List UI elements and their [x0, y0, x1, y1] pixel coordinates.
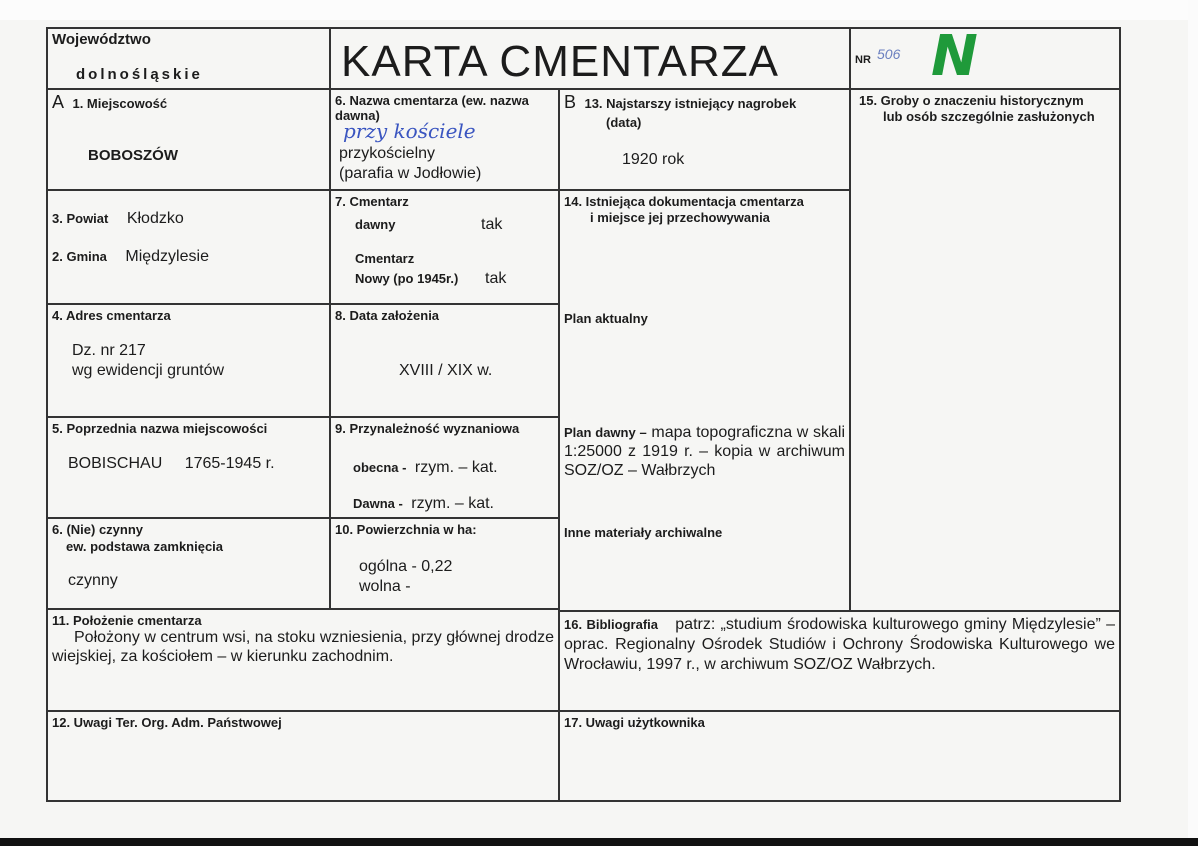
plan-dawny-label: Plan dawny – [564, 425, 647, 440]
plan-dawny-text [564, 423, 845, 480]
cmentarz2-label: Cmentarz [355, 251, 415, 266]
groby-label: 15. Groby o znaczeniu historycznym [859, 93, 1084, 108]
poprzednia-value: BOBISCHAU [68, 455, 163, 472]
przynaleznosc-label: 9. Przynależność wyznaniowa [335, 421, 520, 436]
page-title: KARTA CMENTARZA [341, 37, 779, 86]
dawna-value: rzym. – kat. [411, 495, 494, 512]
powiat-value: Kłodzko [126, 210, 184, 227]
green-mark: N [931, 27, 978, 89]
cmentarz-type-cell [329, 189, 560, 305]
ogolna-value: ogólna - 0,22 [359, 558, 453, 575]
nagrobek-data-label: (data) [606, 115, 642, 130]
paper-top-edge [0, 0, 1198, 20]
adres-line2: wg ewidencji gruntów [72, 362, 225, 379]
gmina-label: 2. Gmina [52, 249, 107, 264]
miejscowosc-cell [46, 88, 331, 191]
plan-dawny-value: mapa topograficzna w skali 1:25000 z 1919 r. – kopia w archiwum SOZ/OZ – Wałbrzych [564, 424, 846, 479]
czynny-label: 6. (Nie) czynny [52, 522, 144, 537]
dawna-label: Dawna - [353, 496, 403, 511]
dokumentacja-label: 14. Istniejąca dokumentacja cmentarza [564, 194, 804, 209]
nagrobek-label: 13. Najstarszy istniejący nagrobek [584, 96, 797, 111]
powierzchnia-cell [329, 517, 560, 610]
przynaleznosc-cell [329, 416, 560, 519]
nazwa-cmentarza-cell [329, 88, 560, 191]
dawny-label: dawny [355, 217, 396, 232]
adres-cell [46, 303, 331, 418]
polozenie-cell [46, 608, 560, 712]
nagrobek-value: 1920 rok [622, 151, 685, 168]
paper-right-edge [1188, 0, 1198, 846]
dokumentacja-label-2: i miejsce jej przechowywania [590, 210, 770, 225]
obecna-value: rzym. – kat. [414, 459, 498, 476]
title-cell [329, 27, 851, 90]
data-label: 8. Data założenia [335, 308, 440, 323]
uwagi-ter-label: 12. Uwagi Ter. Org. Adm. Państwowej [52, 715, 282, 730]
gmina-value: Międzylesie [125, 248, 209, 265]
nr-label: NR [855, 54, 871, 66]
plan-aktualny-label: Plan aktualny [564, 311, 648, 326]
polozenie-label: 11. Położenie cmentarza [52, 613, 202, 628]
section-a-letter: A [52, 92, 65, 112]
poprzednia-cell [46, 416, 331, 519]
nazwa-value: przykościelny [339, 145, 436, 162]
nazwa-handwritten: przy kościele [343, 119, 476, 143]
miejscowosc-label: 1. Miejscowość [72, 96, 168, 111]
poprzednia-label: 5. Poprzednia nazwa miejscowości [52, 421, 268, 436]
wojewodztwo-label: Województwo [52, 31, 151, 48]
poprzednia-years: 1765-1945 r. [184, 455, 275, 472]
scan-bottom-edge [0, 838, 1198, 846]
nowy-label: Nowy (po 1945r.) [355, 271, 459, 286]
cmentarz-label: 7. Cmentarz [335, 194, 409, 209]
nr-cell [849, 27, 1121, 90]
section-b-letter: B [564, 92, 577, 112]
groby-label-2: lub osób szczególnie zasłużonych [883, 109, 1095, 124]
wojewodztwo-value: dolnośląskie [76, 66, 203, 83]
dawny-value: tak [481, 216, 503, 233]
powiat-label: 3. Powiat [52, 211, 109, 226]
nowy-value: tak [485, 270, 507, 287]
bibliografia-label: 16. Bibliografia [564, 617, 659, 632]
adres-label: 4. Adres cmentarza [52, 308, 171, 323]
data-zalozenia-cell [329, 303, 560, 418]
czynny-value: czynny [68, 572, 118, 589]
inne-materialy-label: Inne materiały archiwalne [564, 525, 723, 540]
uwagi-ter-cell [46, 710, 560, 802]
uwagi-user-cell [558, 710, 1121, 802]
nazwa-label: 6. Nazwa cmentarza (ew. nazwa dawna) [335, 93, 529, 123]
nr-value: 506 [877, 46, 901, 62]
wojewodztwo-cell [46, 27, 331, 90]
czynny-cell [46, 517, 331, 610]
powiat-gmina-cell [46, 189, 331, 305]
polozenie-text: Położony w centrum wsi, na stoku wzniesienia, przy głównej drodze wiejskiej, za kościołem – w kierunku zachodnim. [52, 629, 554, 665]
adres-line1: Dz. nr 217 [72, 342, 146, 359]
dokumentacja-cell [558, 189, 851, 612]
obecna-label: obecna - [353, 460, 407, 475]
wolna-value: wolna - [359, 578, 411, 595]
bibliografia-cell [558, 610, 1121, 712]
uwagi-user-label: 17. Uwagi użytkownika [564, 715, 705, 730]
nagrobek-cell [558, 88, 851, 191]
data-value: XVIII / XIX w. [399, 362, 493, 379]
zamkniecie-label: ew. podstawa zamknięcia [66, 539, 224, 554]
bibliografia-text: patrz: „studium środowiska kulturowego gminy Międzylesie” – oprac. Regionalny Ośrodek Studiów i Ochrony Środowiska Kulturowego we Wrocławiu, 1997 r., w archiwum SOZ/OZ Wałbrzych. [564, 616, 1115, 673]
miejscowosc-value: BOBOSZÓW [88, 147, 178, 164]
groby-cell [849, 88, 1121, 612]
nazwa-parafia: (parafia w Jodłowie) [339, 165, 482, 182]
powierzchnia-label: 10. Powierzchnia w ha: [335, 522, 477, 537]
